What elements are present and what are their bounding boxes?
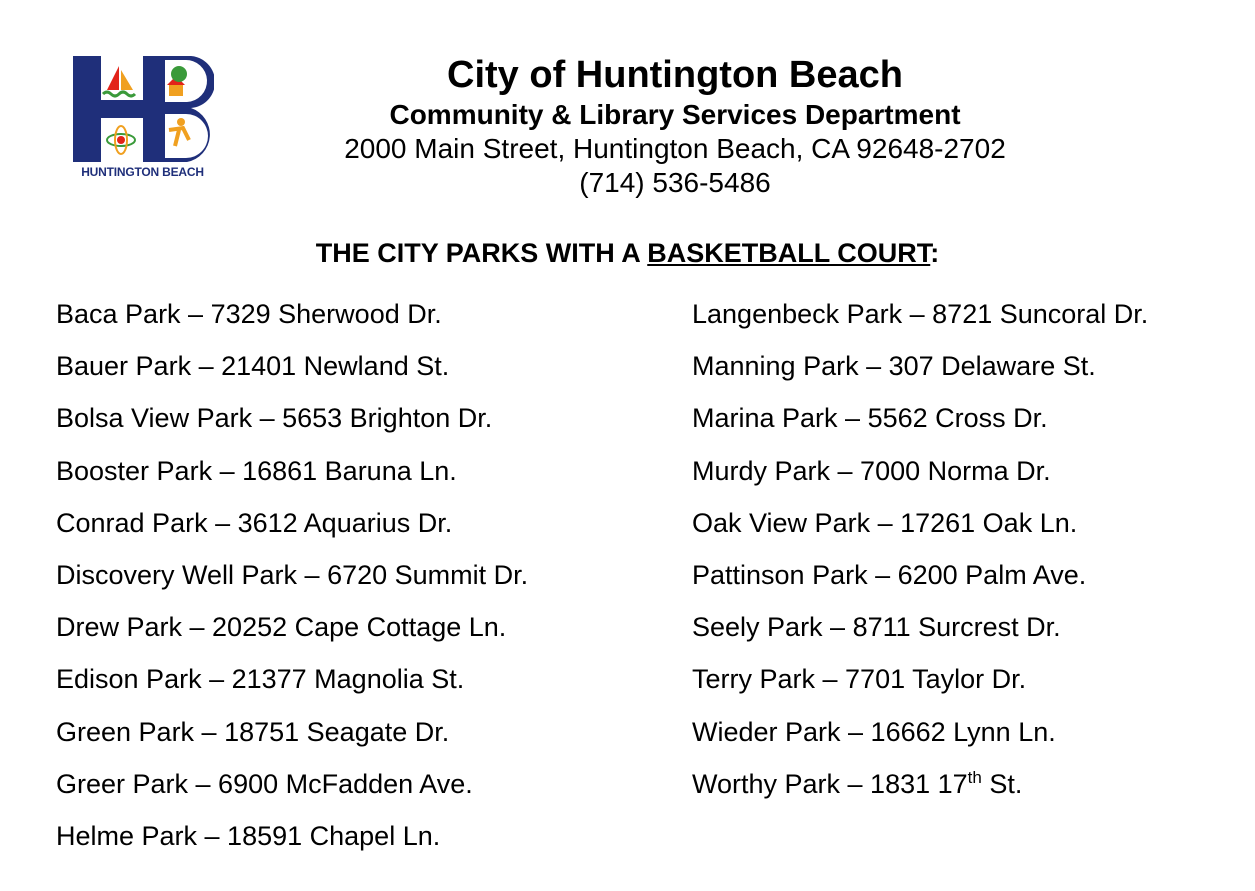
- park-item: Green Park – 18751 Seagate Dr.: [56, 716, 450, 747]
- park-item: Bauer Park – 21401 Newland St.: [56, 351, 450, 382]
- park-item-worthy: [692, 758, 1148, 810]
- park-item: Seely Park – 8711 Surcrest Dr.: [692, 612, 1061, 643]
- heading-underlined: BASKETBALL COURT: [647, 238, 931, 268]
- city-logo: [71, 56, 214, 180]
- worthy-street: St.: [981, 768, 1023, 799]
- section-heading: [0, 238, 1255, 269]
- park-item: Helme Park – 18591 Chapel Ln.: [56, 820, 441, 851]
- hb-logo-icon: [71, 56, 214, 164]
- park-item: Conrad Park – 3612 Aquarius Dr.: [56, 507, 453, 538]
- park-item: Edison Park – 21377 Magnolia St.: [56, 664, 465, 695]
- worthy-text: Worthy Park – 1831 17: [692, 768, 968, 799]
- park-item: Discovery Well Park – 6720 Summit Dr.: [56, 559, 529, 590]
- park-item: Murdy Park – 7000 Norma Dr.: [692, 455, 1051, 486]
- park-item: Wieder Park – 16662 Lynn Ln.: [692, 716, 1056, 747]
- phone-number: (714) 536-5486: [579, 167, 771, 198]
- parks-list-left: [56, 288, 528, 862]
- park-item: Langenbeck Park – 8721 Suncoral Dr.: [692, 299, 1149, 329]
- letterhead: [230, 52, 1120, 200]
- park-item: Oak View Park – 17261 Oak Ln.: [692, 507, 1078, 538]
- park-item: Greer Park – 6900 McFadden Ave.: [56, 768, 473, 799]
- park-item: Marina Park – 5562 Cross Dr.: [692, 403, 1048, 434]
- ordinal-suffix: th: [967, 767, 982, 787]
- department-name: Community & Library Services Department: [389, 99, 961, 130]
- park-item: Bolsa View Park – 5653 Brighton Dr.: [56, 403, 493, 434]
- park-item: Terry Park – 7701 Taylor Dr.: [692, 664, 1027, 695]
- address: 2000 Main Street, Huntington Beach, CA 92648-2702: [344, 133, 1006, 164]
- city-title: City of Huntington Beach: [447, 54, 903, 96]
- park-item: Pattinson Park – 6200 Palm Ave.: [692, 559, 1087, 590]
- heading-suffix: :: [930, 238, 940, 268]
- heading-prefix: THE CITY PARKS WITH A: [315, 238, 648, 268]
- park-item: Drew Park – 20252 Cape Cottage Ln.: [56, 612, 507, 643]
- logo-caption: HUNTINGTON BEACH: [81, 165, 204, 179]
- park-item: Baca Park – 7329 Sherwood Dr.: [56, 299, 442, 329]
- park-item: Manning Park – 307 Delaware St.: [692, 351, 1096, 382]
- parks-list-right: [692, 288, 1148, 810]
- park-item: Booster Park – 16861 Baruna Ln.: [56, 455, 457, 486]
